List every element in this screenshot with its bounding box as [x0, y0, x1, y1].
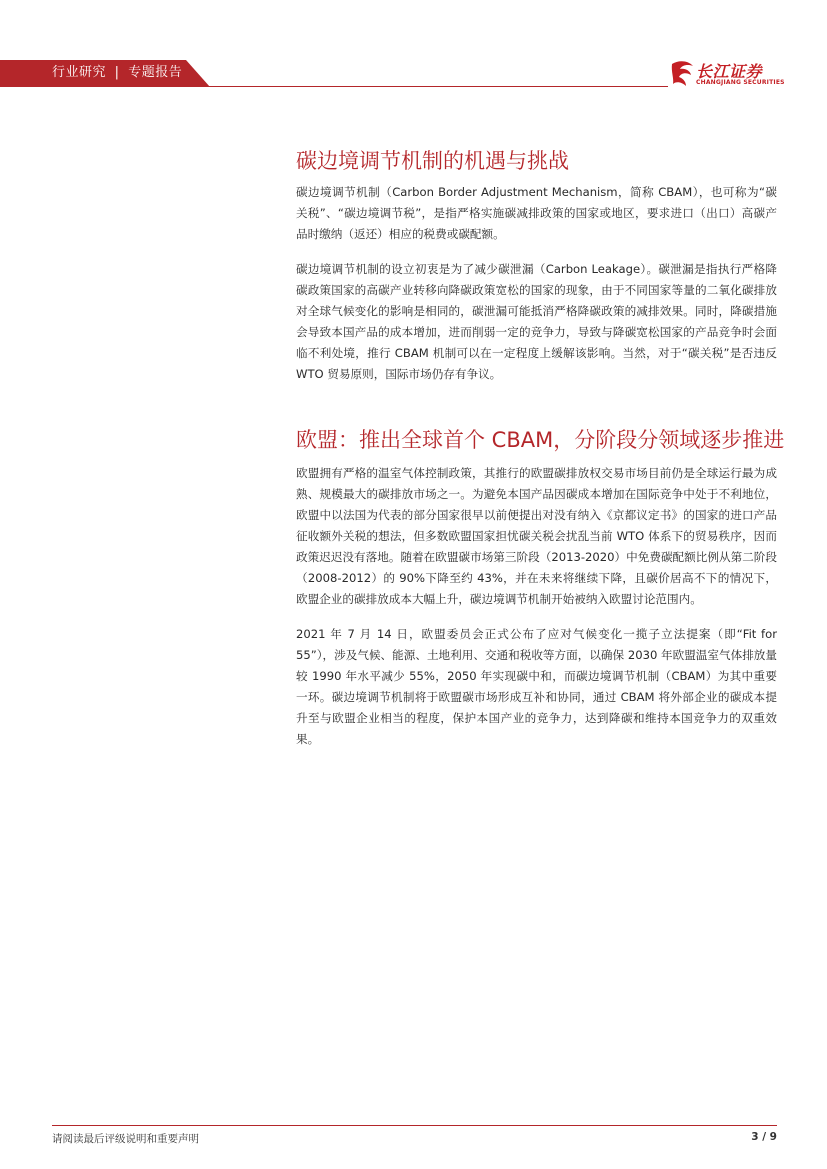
- logo-bird-icon: [668, 58, 696, 90]
- logo-text-cn: 长江证券: [696, 62, 763, 81]
- main-content: [296, 146, 785, 750]
- footer-disclaimer-link[interactable]: 请阅读最后评级说明和重要声明: [52, 1133, 199, 1145]
- page-number: 3 / 9: [751, 1131, 777, 1143]
- footer-rule: [52, 1125, 777, 1126]
- section1-paragraph-2: 碳边境调节机制的设立初衷是为了减少碳泄漏（Carbon Leakage）。碳泄漏是指执行严格降碳政策国家的高碳产业转移向降碳政策宽松的国家的现象，由于不同国家等量的二氧化碳排放对全球气候变化的影响是相同的，碳泄漏可能抵消严格降碳政策的减排效果。同时，降碳措施会导致本国产品的成本增加，进而削弱一定的竞争力，导致与降碳宽松国家的产品竞争时会面临不利处境，推行 CBAM 机制可以在一定程度上缓解该影响。当然，对于“碳关税”是否违反 WTO 贸易原则，国际市场仍存有争议。: [296, 262, 777, 381]
- section2-paragraph-2: 2021 年 7 月 14 日，欧盟委员会正式公布了应对气候变化一揽子立法提案（即“Fit for 55”），涉及气候、能源、土地利用、交通和税收等方面，以确保 2030 年欧盟温室气体排放量较 1990 年水平减少 55%，2050 年实现碳中和，而碳边境调节机制（CBAM）为其中重要一环。碳边境调节机制将于欧盟碳市场形成互补和协同，通过 CBAM 将外部企业的碳成本提升至与欧盟企业相当的程度，保护本国产业的竞争力，达到降碳和维持本国竞争力的双重效果。: [296, 627, 777, 746]
- company-logo: [668, 58, 785, 90]
- logo-text-en: CHANGJIANG SECURITIES: [696, 79, 785, 86]
- header-breadcrumb: [52, 65, 182, 81]
- section-title-cbam-opportunities: 碳边境调节机制的机遇与挑战: [296, 149, 569, 173]
- section2-paragraph-1: 欧盟拥有严格的温室气体控制政策，其推行的欧盟碳排放权交易市场目前仍是全球运行最为成熟、规模最大的碳排放市场之一。为避免本国产品因碳成本增加在国际竞争中处于不利地位，欧盟中以法国为代表的部分国家很早以前便提出对没有纳入《京都议定书》的国家的进口产品征收额外关税的想法，但多数欧盟国家担忧碳关税会扰乱当前 WTO 体系下的贸易秩序，因而政策迟迟没有落地。随着在欧盟碳市场第三阶段（2013-2020）中免费碳配额比例从第二阶段（2008-2012）的 90%下降至约 43%，并在未来将继续下降，且碳价居高不下的情况下，欧盟企业的碳排放成本大幅上升，碳边境调节机制开始被纳入欧盟讨论范围内。: [296, 466, 777, 606]
- header-separator: |: [114, 65, 120, 80]
- section-title-eu-cbam: 欧盟：推出全球首个 CBAM，分阶段分领域逐步推进: [296, 428, 785, 452]
- header-report-type: 专题报告: [128, 65, 183, 80]
- header-rule: [206, 86, 668, 87]
- section1-paragraph-1: 碳边境调节机制（Carbon Border Adjustment Mechanism，简称 CBAM），也可称为“碳关税”、“碳边境调节税”，是指严格实施碳减排政策的国家或地区，要求进口（出口）高碳产品时缴纳（返还）相应的税费或碳配额。: [296, 185, 777, 241]
- header-category: 行业研究: [52, 65, 107, 80]
